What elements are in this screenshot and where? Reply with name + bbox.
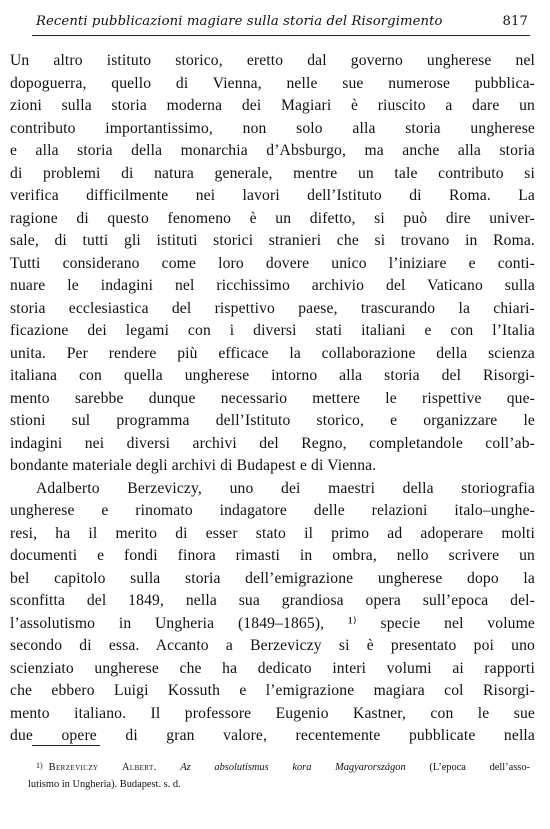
running-head (30, 12, 530, 34)
text-line: sale, di tutti gli istituti storici stranieri che si trovano in Roma. (10, 232, 535, 249)
page-number: 817 (502, 14, 528, 29)
text-line: due opere di gran valore, recentemente pubblicate nella (10, 727, 535, 744)
text-line: stioni sul programma dell’Istituto storico, e organizzare le (10, 412, 535, 429)
text-line: nuare le indagini nel ricchissimo archivio del Vaticano sulla (10, 277, 535, 294)
footnote-line (28, 757, 530, 776)
body-text (10, 50, 535, 748)
text-line: sconfitta del 1849, nella sua grandiosa opera sull’epoca del- (10, 592, 535, 609)
text-line: secondo di essa. Accanto a Berzeviczy si è presentato poi uno (10, 637, 535, 654)
text-line: ungherese e rinomato indagatore delle relazioni italo–unghe- (10, 502, 535, 519)
text-line: di problemi di natura generale, mentre un tale contributo si (10, 164, 535, 182)
footnote-author: Berzeviczy Albert. (48, 762, 157, 773)
text-line: dopoguerra, quello di Vienna, nelle sue numerose pubblica- (10, 74, 535, 92)
text-line: scienziato ungherese che ha dedicato interi volumi ai rapporti (10, 659, 535, 677)
text-line: mento sarebbe dunque necessario mettere le rispettive que- (10, 389, 535, 407)
text-line: ragione di questo fenomeno è un difetto, si può dire univer- (10, 209, 535, 227)
text-line: verifica difficilmente nei lavori dell’Istituto di Roma. La (10, 187, 535, 204)
text-line: Un altro istituto storico, eretto dal governo ungherese nel (10, 52, 535, 69)
text-line: contributo importantissimo, non solo alla storia ungherese (10, 119, 535, 137)
text-line: resi, ha il merito di esser stato il primo ad adoperare molti (10, 524, 535, 542)
text-line: l’assolutismo in Ungheria (1849–1865), ¹⁾ specie nel volume (10, 614, 535, 632)
text-line: Adalberto Berzeviczy, uno dei maestri della storiografia (36, 479, 535, 497)
text-line: che ebbero Luigi Kossuth e l’emigrazione magiara col Risorgi- (10, 682, 535, 699)
footnote (28, 757, 530, 793)
footnote-translation: (L’epoca dell’asso- (429, 762, 530, 773)
text-line: documenti e fondi finora rimasti in ombra, nello scrivere un (10, 547, 535, 564)
text-line: zioni sulla storia moderna dei Magiari è riuscito a dare un (10, 97, 535, 114)
text-line: Tutti considerano come loro dovere unico l’iniziare e conti- (10, 254, 535, 272)
text-line: bondante materiale degli archivi di Budapest e di Vienna. (10, 457, 377, 474)
running-head-title: Recenti pubblicazioni magiare sulla storia del Risorgimento (36, 14, 443, 29)
text-line: mento italiano. Il professore Eugenio Kastner, con le sue (10, 704, 535, 722)
footnote-line: lutismo in Ungheria). Budapest. s. d. (28, 779, 181, 790)
text-line: ficazione dei legami con i diversi stati italiani e con l’Italia (10, 322, 535, 339)
footnote-rule (32, 745, 100, 746)
header-rule (32, 35, 530, 36)
text-line: e alla storia della monarchia d’Absburgo, ma anche alla storia (10, 142, 535, 159)
text-line: italiana con quella ungherese intorno alla storia del Risorgi- (10, 367, 535, 384)
footnote-mark: 1) (36, 761, 43, 770)
text-line: unita. Per rendere più efficace la collaborazione della scienza (10, 344, 535, 362)
text-line: indagini nei diversi archivi del Regno, completandole coll’ab- (10, 434, 535, 452)
text-line: bel capitolo sulla storia dell’emigrazione ungherese dopo la (10, 569, 535, 587)
text-line: storia ecclesiastica del rispettivo paese, trascurando la chiari- (10, 299, 535, 317)
footnote-book-title: Az absolutismus kora Magyarországon (180, 762, 406, 773)
